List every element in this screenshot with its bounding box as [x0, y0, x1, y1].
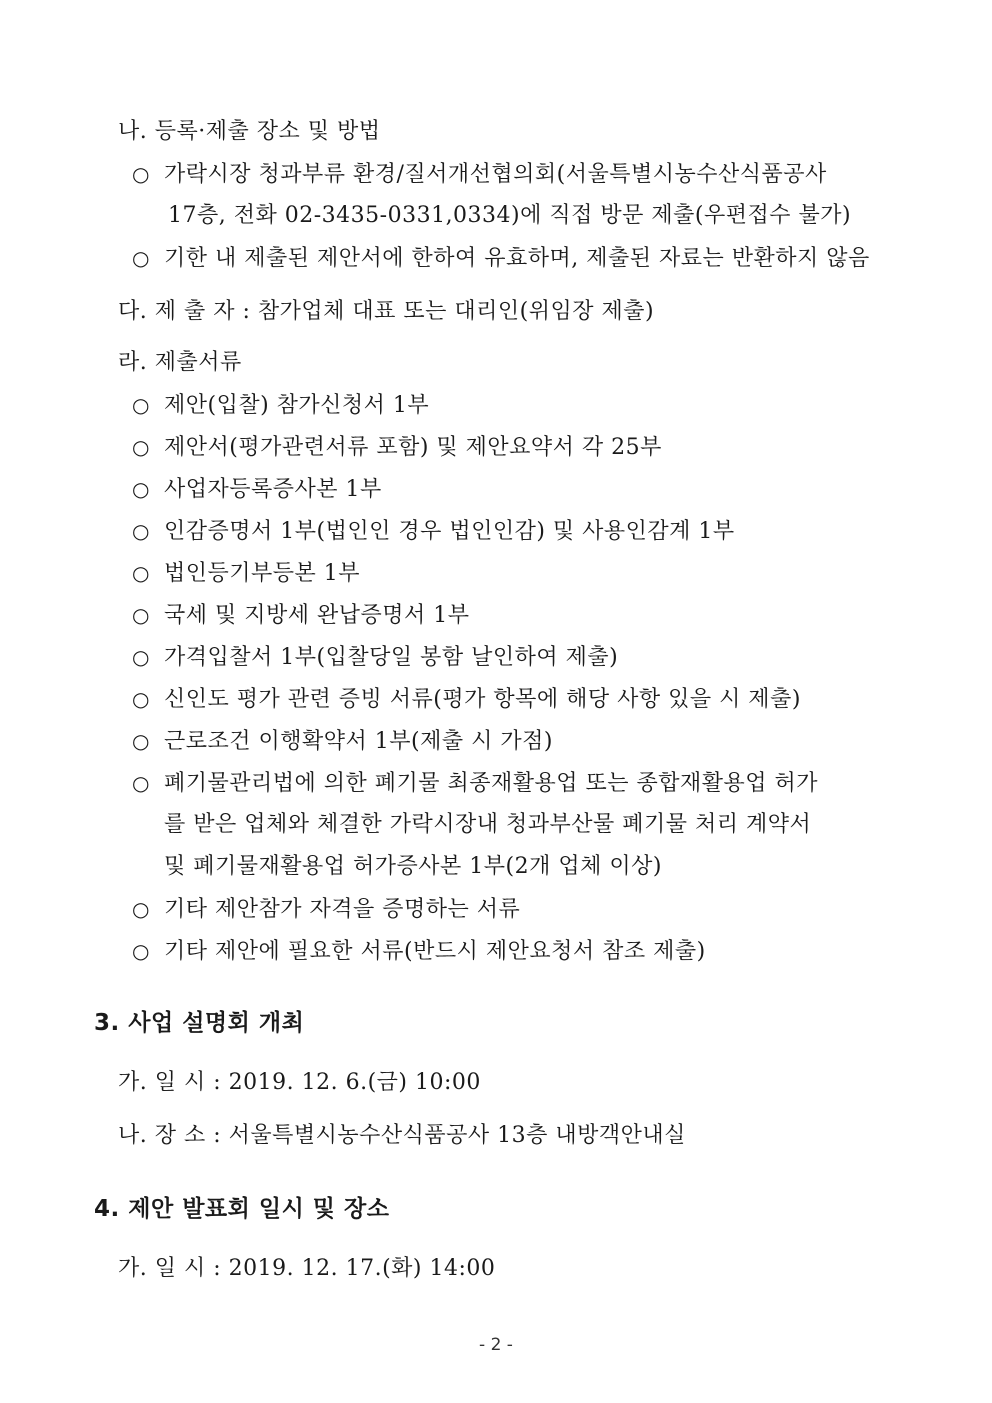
list-item: ○ 기타 제안에 필요한 서류(반드시 제안요청서 참조 제출): [132, 939, 706, 964]
list-item: ○ 폐기물관리법에 의한 폐기물 최종재활용업 또는 종합재활용업 허가: [132, 771, 819, 796]
bullet-circle-icon: ○: [132, 519, 150, 543]
bullet-circle-icon: ○: [132, 729, 150, 753]
list-item: ○ 가락시장 청과부류 환경/질서개선협의회(서울특별시농수산식품공사: [132, 162, 827, 187]
list-item-continuation: 및 폐기물재활용업 허가증사본 1부(2개 업체 이상): [164, 854, 662, 879]
bullet-circle-icon: ○: [132, 603, 150, 627]
bullet-circle-icon: ○: [132, 897, 150, 921]
bullet-circle-icon: ○: [132, 939, 150, 963]
list-item: ○ 사업자등록증사본 1부: [132, 477, 382, 502]
bullet-circle-icon: ○: [132, 435, 150, 459]
bullet-circle-icon: ○: [132, 687, 150, 711]
section4-date: 가. 일 시 : 2019. 12. 17.(화) 14:00: [118, 1256, 496, 1281]
list-item: ○ 제안서(평가관련서류 포함) 및 제안요약서 각 25부: [132, 435, 662, 460]
list-item: ○ 신인도 평가 관련 증빙 서류(평가 항목에 해당 사항 있을 시 제출): [132, 687, 801, 712]
bullet-circle-icon: ○: [132, 162, 150, 186]
bullet-circle-icon: ○: [132, 771, 150, 795]
list-item: ○ 근로조건 이행확약서 1부(제출 시 가점): [132, 729, 553, 754]
list-item: ○ 가격입찰서 1부(입찰당일 봉함 날인하여 제출): [132, 645, 619, 670]
list-item-continuation: 를 받은 업체와 체결한 가락시장내 청과부산물 폐기물 처리 계약서: [164, 812, 812, 837]
list-item: ○ 기타 제안참가 자격을 증명하는 서류: [132, 897, 521, 922]
bullet-circle-icon: ○: [132, 477, 150, 501]
list-item: ○ 법인등기부등본 1부: [132, 561, 361, 586]
section3-date: 가. 일 시 : 2019. 12. 6.(금) 10:00: [118, 1070, 481, 1095]
section-heading: 4. 제안 발표회 일시 및 장소: [94, 1196, 390, 1222]
subsection-ra-heading: 라. 제출서류: [118, 350, 242, 375]
bullet-circle-icon: ○: [132, 561, 150, 585]
section3-place: 나. 장 소 : 서울특별시농수산식품공사 13층 내방객안내실: [118, 1123, 686, 1148]
page-number: - 2 -: [479, 1335, 513, 1355]
bullet-circle-icon: ○: [132, 246, 150, 270]
list-item: ○ 기한 내 제출된 제안서에 한하여 유효하며, 제출된 자료는 반환하지 않음: [132, 246, 870, 271]
bullet-circle-icon: ○: [132, 645, 150, 669]
section-heading: 3. 사업 설명회 개최: [94, 1010, 305, 1036]
list-item: ○ 인감증명서 1부(법인인 경우 법인인감) 및 사용인감계 1부: [132, 519, 735, 544]
list-item-continuation: 17층, 전화 02-3435-0331,0334)에 직접 방문 제출(우편접수 불가): [168, 203, 852, 228]
bullet-circle-icon: ○: [132, 393, 150, 417]
list-item: ○ 국세 및 지방세 완납증명서 1부: [132, 603, 470, 628]
subsection-na-heading: 나. 등록·제출 장소 및 방법: [118, 119, 381, 144]
subsection-da-text: 다. 제 출 자 : 참가업체 대표 또는 대리인(위임장 제출): [118, 299, 655, 324]
list-item: ○ 제안(입찰) 참가신청서 1부: [132, 393, 430, 418]
